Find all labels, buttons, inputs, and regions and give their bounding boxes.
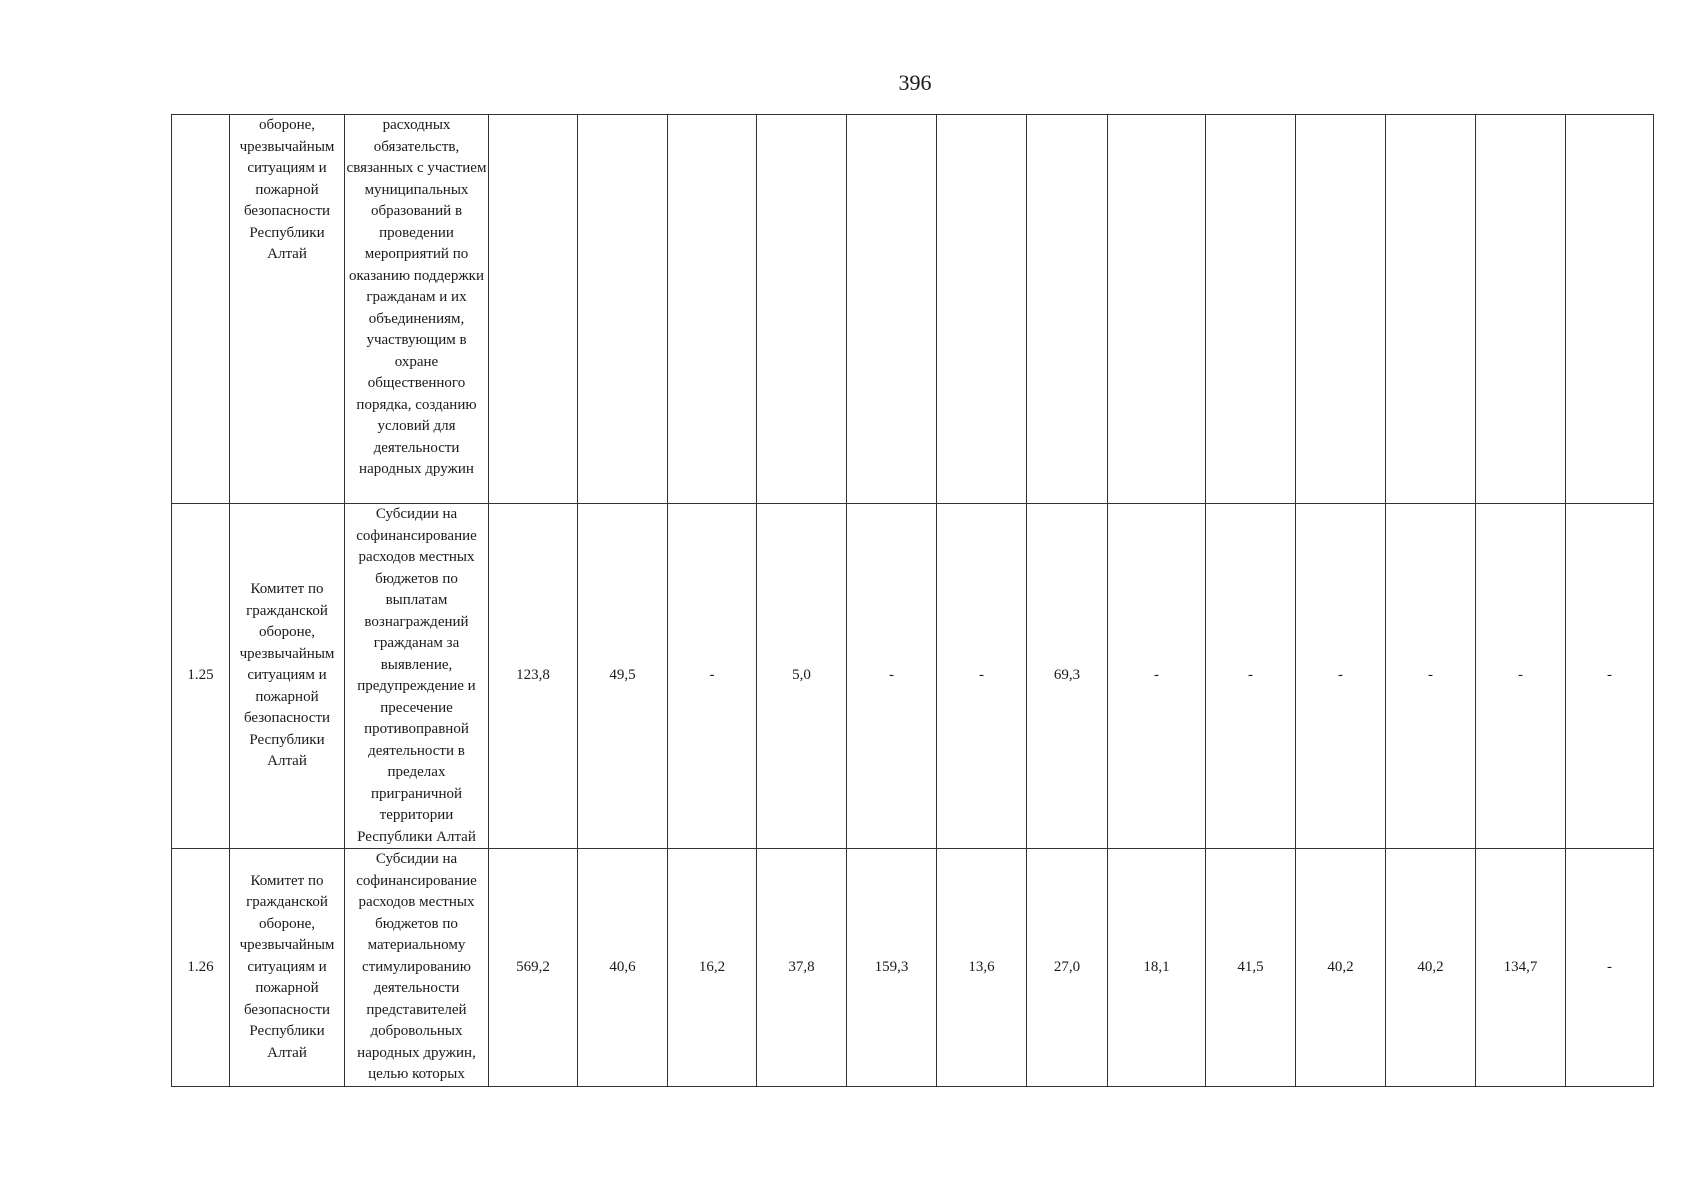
value-cell	[847, 115, 937, 504]
budget-table	[171, 114, 1654, 1087]
value-cell	[578, 849, 668, 1087]
value-cell	[937, 849, 1027, 1087]
value-cell-text: -	[1428, 667, 1433, 684]
value-cell	[1386, 115, 1476, 504]
value-cell	[1206, 115, 1296, 504]
value-cell	[757, 849, 847, 1087]
page-number: 396	[898, 70, 932, 95]
value-cell	[668, 504, 757, 849]
value-cell-text: 123,8	[516, 667, 550, 684]
value-cell-text: 159,3	[874, 958, 909, 975]
description-cell	[345, 849, 489, 1087]
table-row	[172, 849, 1654, 1087]
value-cell	[578, 115, 668, 504]
value-cell	[1476, 504, 1566, 849]
description-cell	[345, 504, 489, 849]
organization-cell	[230, 849, 345, 1087]
description-cell-text: Субсидии на софинансирование расходов местных бюджетов по материальному стимулированию деятельности представителей добровольных народных дружин, целью которых	[356, 851, 477, 1083]
organization-cell-text: Комитет по гражданской обороне, чрезвычайным ситуациям и пожарной безопасности Республики Алтай	[239, 872, 335, 1061]
value-cell-text: 40,6	[609, 958, 636, 975]
value-cell-text: 13,6	[968, 958, 995, 975]
description-cell	[345, 115, 489, 504]
row-number-cell	[172, 849, 230, 1087]
value-cell-text: 134,7	[1503, 958, 1538, 975]
value-cell-text: -	[979, 667, 984, 684]
table-row	[172, 504, 1654, 849]
value-cell-text: 18,1	[1143, 958, 1170, 975]
value-cell	[1476, 849, 1566, 1087]
value-cell-text: 569,2	[516, 958, 550, 975]
organization-cell-text: обороне, чрезвычайным ситуациям и пожарной безопасности Республики Алтай	[239, 117, 335, 262]
value-cell	[1296, 504, 1386, 849]
value-cell	[1566, 849, 1654, 1087]
value-cell	[757, 115, 847, 504]
value-cell	[489, 115, 578, 504]
value-cell	[937, 504, 1027, 849]
value-cell	[1476, 115, 1566, 504]
value-cell	[1296, 115, 1386, 504]
value-cell	[1108, 504, 1206, 849]
value-cell-text: 49,5	[609, 667, 636, 684]
value-cell	[668, 115, 757, 504]
value-cell-text: 40,2	[1327, 958, 1354, 975]
value-cell	[1386, 849, 1476, 1087]
value-cell-text: -	[1154, 667, 1159, 684]
value-cell-text: -	[1518, 667, 1523, 684]
value-cell-text: 37,8	[788, 958, 815, 975]
organization-cell	[230, 504, 345, 849]
value-cell	[1206, 504, 1296, 849]
organization-cell-text: Комитет по гражданской обороне, чрезвычайным ситуациям и пожарной безопасности Республики Алтай	[239, 581, 335, 770]
value-cell-text: -	[1607, 958, 1612, 975]
value-cell	[847, 849, 937, 1087]
value-cell-text: -	[889, 667, 894, 684]
value-cell	[489, 849, 578, 1087]
value-cell	[757, 504, 847, 849]
value-cell	[578, 504, 668, 849]
value-cell	[1027, 115, 1108, 504]
value-cell	[1566, 115, 1654, 504]
row-number-cell-text: 1.25	[187, 667, 214, 684]
value-cell	[1027, 849, 1108, 1087]
value-cell-text: 41,5	[1237, 958, 1264, 975]
row-number-cell-text: 1.26	[187, 958, 214, 975]
organization-cell	[230, 115, 345, 504]
value-cell-text: 27,0	[1053, 958, 1081, 975]
value-cell-text: -	[709, 667, 715, 684]
value-cell	[1108, 115, 1206, 504]
value-cell	[668, 849, 757, 1087]
value-cell-text: -	[1607, 667, 1612, 684]
row-number-cell	[172, 115, 230, 504]
value-cell	[1566, 504, 1654, 849]
value-cell	[1027, 504, 1108, 849]
value-cell	[489, 504, 578, 849]
value-cell-text: 69,3	[1053, 667, 1081, 684]
row-number-cell	[172, 504, 230, 849]
value-cell-text: 40,2	[1417, 958, 1444, 975]
value-cell	[1296, 849, 1386, 1087]
value-cell-text: -	[1248, 667, 1253, 684]
description-cell-text: Субсидии на софинансирование расходов местных бюджетов по выплатам вознаграждений гражданам за выявление, предупреждение и пресечение противоправной деятельности в пределах приграничной территории Республики Алтай	[356, 506, 477, 845]
description-cell-text: расходных обязательств, связанных с участием муниципальных образований в проведении мероприятий по оказанию поддержки гражданам и их объединениям, участвующим в охране общественного порядка, созданию условий для деятельности народных дружин	[346, 117, 487, 477]
value-cell-text: 5,0	[792, 667, 811, 684]
value-cell	[1206, 849, 1296, 1087]
value-cell	[1386, 504, 1476, 849]
value-cell	[1108, 849, 1206, 1087]
value-cell	[847, 504, 937, 849]
value-cell-text: -	[1338, 667, 1343, 684]
value-cell-text: 16,2	[698, 958, 726, 975]
table-row	[172, 115, 1654, 504]
value-cell	[937, 115, 1027, 504]
